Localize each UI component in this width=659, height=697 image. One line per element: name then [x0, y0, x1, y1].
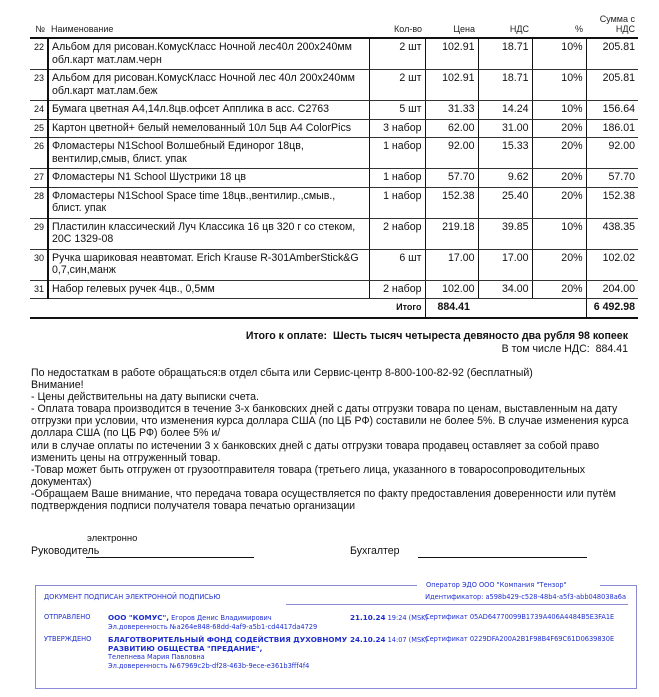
item-vat-rate: 20%	[532, 187, 586, 218]
amount-due-words: Шесть тысяч четыреста девяносто два рубля 98 копеек	[333, 330, 628, 342]
approved-certificate: Сертификат 0229DFA200A2B1F98B4F69C61D0639830E	[425, 635, 615, 643]
item-vat: 9.62	[478, 169, 532, 188]
row-number: 25	[30, 119, 48, 138]
item-price: 152.38	[425, 187, 478, 218]
note-prices: - Цены действительны на дату выписки счета.	[31, 391, 259, 404]
item-vat-rate: 20%	[532, 249, 586, 280]
row-number: 26	[30, 138, 48, 169]
table-row	[30, 218, 638, 249]
item-name: Картон цветной+ белый немелованный 10л 5цв А4 ColorPics	[48, 119, 369, 138]
edo-signature-stamp	[35, 581, 637, 689]
table-header-row	[30, 14, 638, 38]
item-name: Фломастеры N1School Space time 18цв.,вентилир.,смыв., блист. упак	[48, 187, 369, 218]
invoice-items-table	[30, 14, 638, 319]
item-quantity: 5 шт	[369, 101, 425, 120]
item-sum: 102.02	[586, 249, 638, 280]
item-sum: 152.38	[586, 187, 638, 218]
item-vat-rate: 10%	[532, 101, 586, 120]
item-price: 102.91	[425, 38, 478, 70]
item-price: 92.00	[425, 138, 478, 169]
sent-date: 21.10.24	[350, 613, 386, 622]
item-quantity: 1 набор	[369, 169, 425, 188]
item-sum: 186.01	[586, 119, 638, 138]
item-vat: 25.40	[478, 187, 532, 218]
item-quantity: 1 набор	[369, 187, 425, 218]
header-rate: %	[574, 24, 583, 34]
header-qty: Кол-во	[394, 24, 422, 34]
row-number: 30	[30, 249, 48, 280]
table-row	[30, 138, 638, 169]
item-vat-rate: 20%	[532, 119, 586, 138]
row-number: 29	[30, 218, 48, 249]
item-sum: 204.00	[586, 280, 638, 299]
total-vat: 884.41	[425, 299, 586, 318]
item-vat: 15.33	[478, 138, 532, 169]
item-name: Бумага цветная А4,14л.8цв.офсет Апплика в асс. С2763	[48, 101, 369, 120]
table-row	[30, 187, 638, 218]
item-sum: 92.00	[586, 138, 638, 169]
row-number: 27	[30, 169, 48, 188]
item-vat-rate: 20%	[532, 169, 586, 188]
note-support: По недостаткам в работе обращаться:в отдел сбыта или Сервис-центр 8-800-100-82-92 (бесплатный)	[31, 367, 533, 379]
stamp-top-border	[35, 585, 417, 586]
table-row	[30, 38, 638, 70]
item-quantity: 6 шт	[369, 249, 425, 280]
total-label: Итого	[30, 299, 425, 318]
item-quantity: 3 набор	[369, 119, 425, 138]
item-name: Набор гелевых ручек 4цв., 0,5мм	[48, 280, 369, 299]
note-payment-terms: - Оплата товара производится в течение 3-х банковских дней с даты отгрузки товара по ценам, выставленным на дату отгрузки при условии, что изменения курса доллара США (по ЦБ РФ) составили не более 5%. В случае изменения курса доллара США (по ЦБ РФ) более 5% и/	[31, 403, 632, 440]
header-price: Цена	[453, 24, 475, 34]
approved-signer	[108, 635, 348, 671]
sent-org: ООО "КОМУС",	[108, 613, 170, 622]
item-name: Ручка шариковая неавтомат. Erich Krause R-301AmberStick&G 0,7,син,манж	[48, 249, 369, 280]
item-price: 62.00	[425, 119, 478, 138]
note-attention: Внимание!	[31, 379, 84, 392]
header-num: №	[35, 24, 45, 34]
director-signature-line	[86, 557, 254, 558]
table-row	[30, 70, 638, 101]
item-vat: 18.71	[478, 70, 532, 101]
item-vat: 31.00	[478, 119, 532, 138]
row-number: 22	[30, 38, 48, 70]
item-quantity: 2 набор	[369, 280, 425, 299]
sent-certificate: Сертификат 05AD64770099B1739A406A4484B5E3FA1E	[425, 613, 615, 621]
item-sum: 156.64	[586, 101, 638, 120]
item-vat-rate: 10%	[532, 70, 586, 101]
item-name: Фломастеры N1School Волшебный Единорог 18цв, вентилир,смыв, блист. упак	[48, 138, 369, 169]
row-number: 28	[30, 187, 48, 218]
sent-time: 19:24 (MSK)	[387, 614, 429, 622]
item-name: Фломастеры N1 School Шустрики 18 цв	[48, 169, 369, 188]
header-sum: Сумма с НДС	[599, 14, 635, 34]
row-number: 31	[30, 280, 48, 299]
item-sum: 205.81	[586, 70, 638, 101]
edo-identifier: Идентификатор: a598b429-c528-48b4-a5f3-abb048038a6a	[425, 593, 626, 601]
amount-due-label: Итого к оплате:	[245, 330, 327, 342]
vat-included: В том числе НДС: 884.41	[501, 343, 628, 355]
approved-time: 14:07 (MSK)	[387, 636, 429, 644]
table-row	[30, 249, 638, 280]
sent-person: Егоров Денис Владимирович	[171, 614, 272, 622]
item-price: 219.18	[425, 218, 478, 249]
item-price: 102.00	[425, 280, 478, 299]
approved-poa: Эл.доверенность №67969c2b-df28-463b-9ece-e361b3fff4f4	[108, 662, 310, 670]
row-number: 23	[30, 70, 48, 101]
note-payment-late: или в случае оплаты по истечении 3 х банковских дней с даты отгрузки товара продавец оставляет за собой право изменить цены на отгруженный товар.	[31, 439, 603, 464]
approved-label: УТВЕРЖДЕНО	[44, 635, 92, 643]
item-vat-rate: 10%	[532, 38, 586, 70]
accountant-signature-line	[418, 557, 587, 558]
edo-operator: Оператор ЭДО ООО "Компания "Тензор"	[426, 581, 567, 589]
table-row	[30, 280, 638, 299]
row-number: 24	[30, 101, 48, 120]
item-vat: 39.85	[478, 218, 532, 249]
sent-signer	[108, 613, 348, 632]
stamp-divider	[286, 604, 628, 605]
total-sum: 6 492.98	[586, 299, 638, 318]
sent-label: ОТПРАВЛЕНО	[44, 613, 91, 621]
item-price: 17.00	[425, 249, 478, 280]
stamp-title: ДОКУМЕНТ ПОДПИСАН ЭЛЕКТРОННОЙ ПОДПИСЬЮ	[44, 593, 221, 601]
item-price: 31.33	[425, 101, 478, 120]
table-row	[30, 119, 638, 138]
item-name: Пластилин классический Луч Классика 16 цв 320 г со стеком, 20С 1329-08	[48, 218, 369, 249]
director-signature-value: электронно	[87, 533, 138, 544]
sent-poa: Эл.доверенность №a264e848-68dd-4af9-a5b1-cd4417da4729	[108, 623, 318, 631]
note-transfer: -Обращаем Ваше внимание, что передача товара осуществляется по факту предоставления доверенности или путём подтверждения подписи получателя товара печатью организации	[31, 487, 619, 513]
item-quantity: 1 набор	[369, 138, 425, 169]
sent-datetime	[350, 613, 428, 622]
total-row	[30, 299, 638, 318]
item-sum: 57.70	[586, 169, 638, 188]
approved-date: 24.10.24	[350, 635, 386, 644]
item-vat-rate: 10%	[532, 218, 586, 249]
notes-section	[31, 367, 631, 512]
note-shipper: -Товар может быть отгружен от грузоотправителя товара (третьего лица, указанного в товаросопроводительных документах)	[31, 463, 588, 488]
accountant-label: Бухгалтер	[350, 545, 400, 557]
item-sum: 438.35	[586, 218, 638, 249]
item-price: 102.91	[425, 70, 478, 101]
item-quantity: 2 шт	[369, 70, 425, 101]
item-vat: 17.00	[478, 249, 532, 280]
item-vat: 14.24	[478, 101, 532, 120]
item-quantity: 2 набор	[369, 218, 425, 249]
table-row	[30, 101, 638, 120]
item-quantity: 2 шт	[369, 38, 425, 70]
director-label: Руководитель	[31, 545, 100, 557]
header-vat: НДС	[509, 24, 529, 34]
item-vat: 18.71	[478, 38, 532, 70]
approved-person: Телепнева Мария Павловна	[108, 653, 205, 661]
stamp-top-border-right	[600, 585, 637, 586]
header-name: Наименование	[51, 24, 114, 34]
item-vat-rate: 20%	[532, 138, 586, 169]
item-name: Альбом для рисован.КомусКласс Ночной лес 40л 200х240мм обл.карт мат.лам.беж	[48, 70, 369, 101]
item-name: Альбом для рисован.КомусКласс Ночной лес40л 200х240мм обл.карт мат.лам.черн	[48, 38, 369, 70]
approved-org: БЛАГОТВОРИТЕЛЬНЫЙ ФОНД СОДЕЙСТВИЯ ДУХОВНОМУ РАЗВИТИЮ ОБЩЕСТВА "ПРЕДАНИЕ",	[108, 635, 348, 653]
item-sum: 205.81	[586, 38, 638, 70]
item-price: 57.70	[425, 169, 478, 188]
amount-due	[246, 330, 628, 342]
approved-datetime	[350, 635, 428, 644]
table-row	[30, 169, 638, 188]
item-vat-rate: 20%	[532, 280, 586, 299]
item-vat: 34.00	[478, 280, 532, 299]
